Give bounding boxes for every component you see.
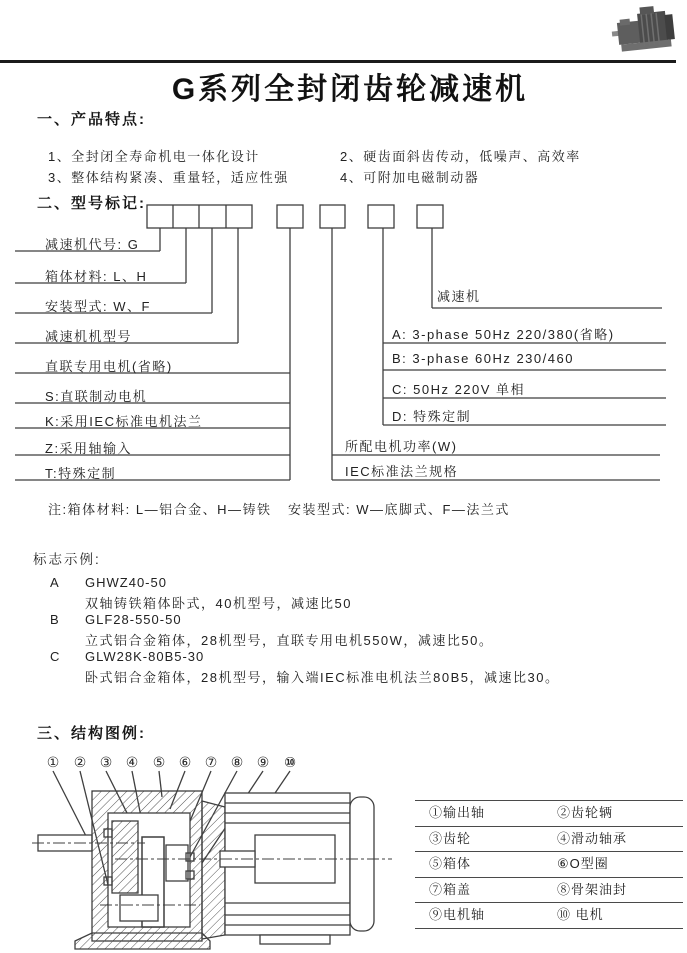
model-right-label-reducer: 减速机	[437, 289, 481, 304]
svg-text:⑤: ⑤	[152, 755, 166, 771]
example-b-desc: 立式铝合金箱体，28机型号，直联专用电机550W，减速比50。	[85, 633, 494, 648]
model-left-label-t: T:特殊定制	[45, 466, 117, 481]
feature-item-4: 4、可附加电磁制动器	[340, 170, 480, 185]
model-right-label-c: C: 50Hz 220V 单相	[392, 382, 526, 397]
model-left-label-size: 减速机机型号	[45, 329, 133, 344]
part-gear-rim: ②齿轮辆	[557, 805, 614, 820]
example-b-letter: B	[50, 612, 60, 627]
model-right-label-iec: IEC标准法兰规格	[345, 464, 459, 479]
model-right-label-power: 所配电机功率(W)	[345, 439, 458, 454]
model-note-mounting: 安装型式: W—底脚式、F—法兰式	[288, 502, 510, 517]
part-motor-shaft: ⑨电机轴	[429, 907, 486, 922]
model-heading: 二、型号标记:	[37, 195, 146, 212]
svg-text:⑨: ⑨	[256, 755, 270, 771]
page-title: G系列全封闭齿轮减速机	[171, 73, 529, 106]
part-motor: ⑩ 电机	[557, 907, 604, 922]
model-right-label-b: B: 3-phase 60Hz 230/460	[392, 351, 574, 366]
example-a-desc: 双轴铸铁箱体卧式，40机型号，减速比50	[85, 596, 352, 611]
part-output-shaft: ①输出轴	[429, 805, 486, 820]
example-c-letter: C	[50, 649, 61, 664]
header-rule	[0, 60, 676, 63]
svg-text:③: ③	[99, 755, 113, 771]
structure-heading: 三、结构图例:	[37, 725, 146, 742]
svg-text:④: ④	[125, 755, 139, 771]
feature-item-1: 1、全封闭全寿命机电一体化设计	[48, 149, 260, 164]
svg-text:①: ①	[46, 755, 60, 771]
model-left-label-k: K:采用IEC标准电机法兰	[45, 414, 203, 429]
examples-heading: 标志示例:	[33, 552, 101, 567]
parts-legend-table	[415, 800, 683, 929]
part-oil-seal: ⑧骨架油封	[557, 881, 628, 897]
features-heading: 一、产品特点:	[37, 111, 146, 128]
model-right-label-a: A: 3-phase 50Hz 220/380(省略)	[392, 327, 615, 342]
model-left-label-motor: 直联专用电机(省略)	[45, 359, 173, 374]
model-left-label-s: S:直联制动电机	[45, 389, 148, 404]
parts-row-2	[415, 826, 683, 852]
model-left-label-code: 减速机代号: G	[45, 237, 140, 252]
example-a-letter: A	[50, 575, 60, 590]
parts-row-1	[415, 800, 683, 826]
svg-text:⑩: ⑩	[284, 755, 296, 771]
example-c-desc: 卧式铝合金箱体，28机型号，输入端IEC标准电机法兰80B5，减速比30。	[85, 670, 560, 685]
parts-row-4	[415, 877, 683, 903]
model-right-label-d: D: 特殊定制	[392, 409, 472, 424]
example-a-code: GHWZ40-50	[85, 575, 167, 590]
parts-row-3	[415, 851, 683, 877]
part-o-ring: ⑥O型圈	[557, 856, 609, 871]
example-c-code: GLW28K-80B5-30	[85, 649, 205, 664]
part-housing: ⑤箱体	[429, 856, 472, 871]
part-cover: ⑦箱盖	[429, 881, 472, 897]
part-gear: ③齿轮	[429, 830, 472, 846]
model-left-label-housing: 箱体材料: L、H	[45, 269, 148, 284]
gear-motor-photo-icon	[608, 2, 683, 60]
feature-item-2: 2、硬齿面斜齿传动，低噪声、高效率	[340, 149, 581, 164]
model-note-materials: 注:箱体材料: L—铝合金、H—铸铁	[48, 502, 272, 517]
reducer-cross-section-diagram	[20, 745, 410, 953]
svg-text:②: ②	[73, 755, 87, 771]
part-bearing: ④滑动轴承	[557, 830, 628, 846]
model-left-label-mount: 安装型式: W、F	[45, 299, 151, 314]
svg-text:⑥: ⑥	[178, 755, 192, 771]
model-left-label-z: Z:采用轴输入	[45, 441, 133, 456]
svg-text:⑧: ⑧	[230, 755, 244, 771]
svg-text:⑦: ⑦	[204, 755, 218, 771]
example-b-code: GLF28-550-50	[85, 612, 182, 627]
parts-row-5	[415, 902, 683, 929]
feature-item-3: 3、整体结构紧凑、重量轻，适应性强	[48, 170, 289, 185]
